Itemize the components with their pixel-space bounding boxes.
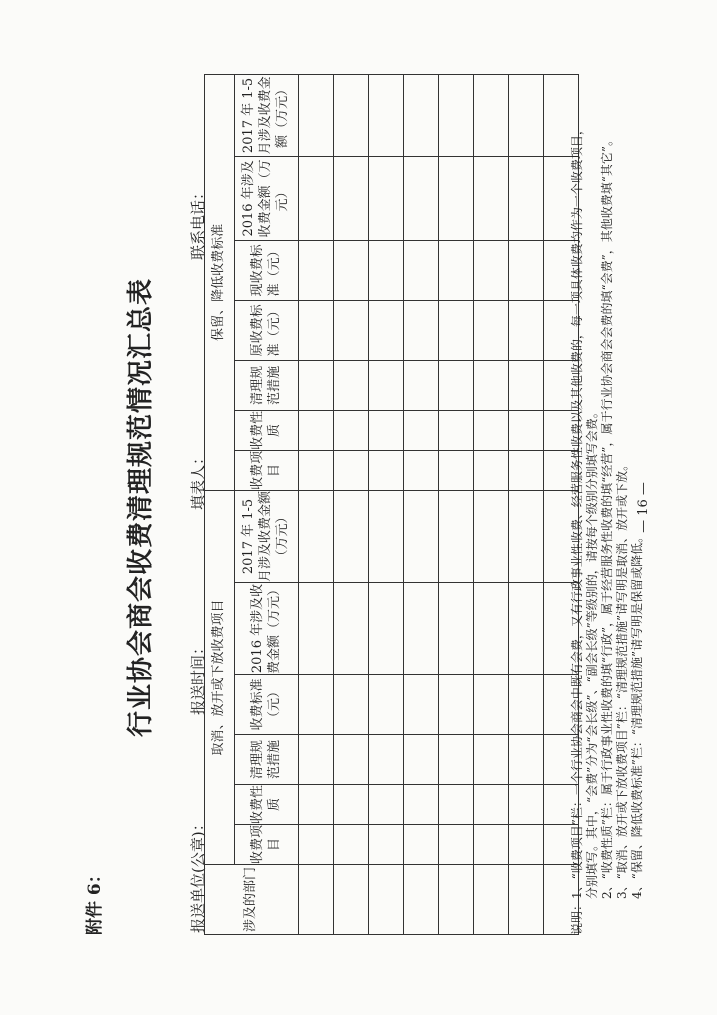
table-cell xyxy=(369,74,404,156)
table-cell xyxy=(509,156,544,240)
table-cell xyxy=(334,74,369,156)
g1-col-2016: 2016 年涉及收费金额（万元） xyxy=(235,583,299,675)
group2-header: 保留、降低收费标准 xyxy=(205,74,235,490)
table-cell xyxy=(369,735,404,785)
g1-col-measure: 清理规范措施 xyxy=(235,735,299,785)
table-cell xyxy=(369,825,404,865)
table-cell xyxy=(439,825,474,865)
table-cell xyxy=(369,865,404,935)
note-1-cont: 分别填写。其中，“会费”分为“会长级”、“副会长级”等级别的，请按每个级别分别填写会费。 xyxy=(585,406,599,899)
g2-col-old-standard: 原收费标准（元） xyxy=(235,300,299,360)
page-title: 行业协会商会收费清理规范情况汇总表 xyxy=(126,278,156,738)
table-cell xyxy=(439,156,474,240)
meta-phone: 联系电话： xyxy=(189,184,207,260)
table-cell xyxy=(369,490,404,582)
table-cell xyxy=(334,865,369,935)
table-cell xyxy=(474,490,509,582)
table-cell xyxy=(369,360,404,410)
table-cell xyxy=(404,360,439,410)
page-number: — 16 — xyxy=(636,482,651,533)
g2-col-2017: 2017 年 1-5 月涉及收费金额（万元） xyxy=(235,74,299,156)
table-cell xyxy=(334,450,369,490)
table-cell xyxy=(509,583,544,675)
table-cell xyxy=(474,735,509,785)
table-cell xyxy=(439,240,474,300)
notes xyxy=(570,55,645,935)
table-cell xyxy=(509,410,544,450)
table-cell xyxy=(299,410,334,450)
table-row xyxy=(334,74,369,934)
table-cell xyxy=(509,675,544,735)
table-cell xyxy=(299,300,334,360)
table-cell xyxy=(404,825,439,865)
table-cell xyxy=(299,74,334,156)
table-cell xyxy=(404,156,439,240)
table-cell xyxy=(509,240,544,300)
table-cell xyxy=(404,300,439,360)
g2-col-nature: 收费性质 xyxy=(235,410,299,450)
table-cell xyxy=(474,825,509,865)
meta-unit: 报送单位(公章)： xyxy=(189,816,207,933)
g1-col-item: 收费项目 xyxy=(235,825,299,865)
table-cell xyxy=(299,240,334,300)
group1-header: 取消、放开或下放收费项目 xyxy=(205,490,235,864)
g2-col-2016: 2016 年涉及收费金额（万元） xyxy=(235,156,299,240)
table-cell xyxy=(369,675,404,735)
table-cell xyxy=(334,156,369,240)
g1-col-2017: 2017 年 1-5 月涉及收费金额（万元） xyxy=(235,490,299,582)
table-cell xyxy=(299,156,334,240)
table-cell xyxy=(334,675,369,735)
table-cell xyxy=(439,74,474,156)
table-cell xyxy=(439,450,474,490)
table-cell xyxy=(509,490,544,582)
table-cell xyxy=(509,825,544,865)
table-cell xyxy=(299,785,334,825)
table-cell xyxy=(404,410,439,450)
table-cell xyxy=(509,865,544,935)
table-row xyxy=(509,74,544,934)
table-cell xyxy=(439,360,474,410)
table-cell xyxy=(474,156,509,240)
table-cell xyxy=(404,450,439,490)
table-cell xyxy=(369,450,404,490)
table-cell xyxy=(369,156,404,240)
table-cell xyxy=(509,300,544,360)
table-cell xyxy=(509,735,544,785)
table-cell xyxy=(299,865,334,935)
table-cell xyxy=(334,240,369,300)
table-row xyxy=(439,74,474,934)
table-cell xyxy=(509,450,544,490)
table-cell xyxy=(404,240,439,300)
table-cell xyxy=(509,785,544,825)
g2-col-measure: 清理规范措施 xyxy=(235,360,299,410)
table-cell xyxy=(369,583,404,675)
table-cell xyxy=(439,785,474,825)
note-3: 3、“取消、放开或下放收费项目”栏：“清理规范措施”请写明是取消、放开或下放。 xyxy=(615,458,629,899)
table-cell xyxy=(404,583,439,675)
table-cell xyxy=(474,410,509,450)
table-cell xyxy=(439,490,474,582)
table-cell xyxy=(299,360,334,410)
table-cell xyxy=(439,300,474,360)
table-cell xyxy=(334,785,369,825)
g1-col-nature: 收费性质 xyxy=(235,785,299,825)
table-cell xyxy=(439,675,474,735)
table-cell xyxy=(439,735,474,785)
table-cell xyxy=(474,240,509,300)
table-cell xyxy=(474,300,509,360)
table-body xyxy=(299,74,579,934)
annex-label: 附件 6： xyxy=(85,866,105,935)
table-cell xyxy=(509,360,544,410)
g2-col-item: 收费项目 xyxy=(235,450,299,490)
table-cell xyxy=(369,300,404,360)
note-2: 2、“收费性质”栏：属于行政事业性收费的填“行政”，属于经营服务性收费的填“经营”，属于行业协会商会会费的填“会费”，其他收费填“其它”。 xyxy=(600,134,614,899)
table-cell xyxy=(299,490,334,582)
table-cell xyxy=(404,74,439,156)
table-cell xyxy=(474,450,509,490)
table-cell xyxy=(404,735,439,785)
table-cell xyxy=(439,410,474,450)
note-4: 4、“保留、降低收费标准”栏：“清理规范措施”请写明是保留或降低。 xyxy=(630,530,644,899)
table-row xyxy=(474,74,509,934)
meta-time: 报送时间： xyxy=(189,639,207,715)
table-cell xyxy=(509,74,544,156)
table-cell xyxy=(334,360,369,410)
table-cell xyxy=(334,825,369,865)
table-cell xyxy=(299,675,334,735)
table-cell xyxy=(299,735,334,785)
g2-col-new-standard: 现收费标准（元） xyxy=(235,240,299,300)
dept-header: 涉及的部门 xyxy=(205,865,299,935)
table-row xyxy=(404,74,439,934)
table-cell xyxy=(299,450,334,490)
table-cell xyxy=(334,490,369,582)
table-cell xyxy=(439,865,474,935)
table-cell xyxy=(299,583,334,675)
table-cell xyxy=(404,490,439,582)
table-cell xyxy=(334,735,369,785)
table-cell xyxy=(334,300,369,360)
table-cell xyxy=(404,675,439,735)
table-cell xyxy=(334,583,369,675)
table-cell xyxy=(474,360,509,410)
g1-col-standard: 收费标准（元） xyxy=(235,675,299,735)
table-cell xyxy=(404,785,439,825)
table-cell xyxy=(299,825,334,865)
meta-filler: 填表人： xyxy=(189,449,207,510)
note-1: 说明：1、“收费项目”栏：一个行业协会商会中既有会费，又有行政事业性收费、经营服务性收费以及其他收费的，每一项具体收费均作为一个收费项目， xyxy=(570,123,584,935)
table-cell xyxy=(474,865,509,935)
summary-table xyxy=(204,74,579,935)
table-cell xyxy=(369,410,404,450)
table-cell xyxy=(369,240,404,300)
table-row xyxy=(369,74,404,934)
table-cell xyxy=(474,74,509,156)
table-cell xyxy=(369,785,404,825)
table-cell xyxy=(474,583,509,675)
table-cell xyxy=(474,675,509,735)
table-cell xyxy=(334,410,369,450)
table-cell xyxy=(439,583,474,675)
table-row xyxy=(299,74,334,934)
table-cell xyxy=(474,785,509,825)
table-cell xyxy=(404,865,439,935)
